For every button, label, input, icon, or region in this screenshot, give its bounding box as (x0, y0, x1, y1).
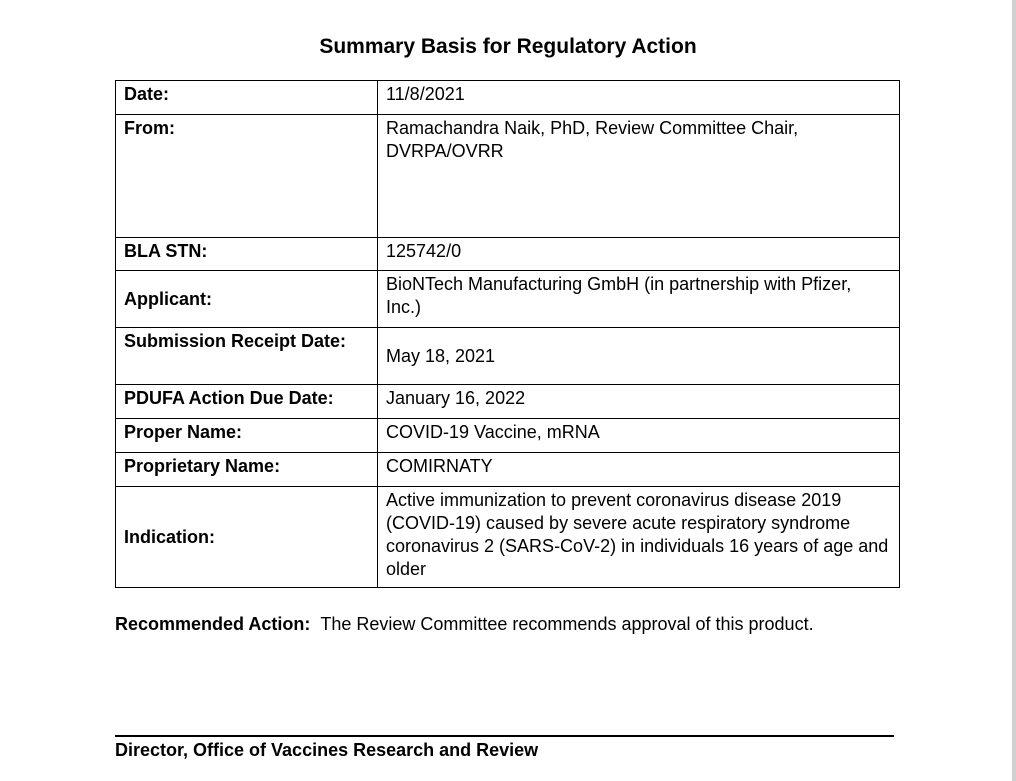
row-label-pdufa-action-due-date: PDUFA Action Due Date: (116, 385, 378, 419)
recommended-action (115, 613, 814, 636)
row-label-applicant: Applicant: (116, 271, 378, 328)
recommended-action-label: Recommended Action: (115, 614, 311, 634)
row-label-from: From: (116, 115, 378, 238)
row-label-proper-name: Proper Name: (116, 419, 378, 453)
signature-line (115, 735, 894, 737)
row-label-indication: Indication: (116, 487, 378, 588)
signature-caption: Director, Office of Vaccines Research and Review (115, 740, 539, 760)
table-row-pdufa-action-due-date (116, 385, 900, 419)
row-label-date: Date: (116, 81, 378, 115)
row-label-bla-stn: BLA STN: (116, 238, 378, 271)
row-label-proprietary-name: Proprietary Name: (116, 453, 378, 487)
table-row-indication (116, 487, 900, 588)
row-value-proprietary-name: COMIRNATY (378, 453, 900, 487)
table-row-date (116, 81, 900, 115)
table-row-applicant (116, 271, 900, 328)
row-value-bla-stn: 125742/0 (378, 238, 900, 271)
table-row-bla-stn (116, 238, 900, 271)
row-value-submission-receipt-date: May 18, 2021 (378, 328, 900, 385)
row-value-proper-name: COVID-19 Vaccine, mRNA (378, 419, 900, 453)
row-value-date: 11/8/2021 (378, 81, 900, 115)
row-value-indication: Active immunization to prevent coronavirus disease 2019 (COVID-19) caused by severe acute respiratory syndrome coronavirus 2 (SARS-CoV-2) in individuals 16 years of age and older (378, 487, 900, 588)
row-value-applicant: BioNTech Manufacturing GmbH (in partnership with Pfizer, Inc.) (378, 271, 900, 328)
page-edge-border (1012, 0, 1016, 781)
table-row-proprietary-name (116, 453, 900, 487)
table-row-submission-receipt-date (116, 328, 900, 385)
summary-table (115, 80, 900, 588)
row-label-submission-receipt-date: Submission Receipt Date: (116, 328, 378, 385)
table-row-from (116, 115, 900, 238)
row-value-from: Ramachandra Naik, PhD, Review Committee Chair, DVRPA/OVRR (378, 115, 900, 238)
recommended-action-text: The Review Committee recommends approval of this product. (320, 614, 814, 634)
table-row-proper-name (116, 419, 900, 453)
row-value-pdufa-action-due-date: January 16, 2022 (378, 385, 900, 419)
page-title: Summary Basis for Regulatory Action (319, 35, 697, 58)
